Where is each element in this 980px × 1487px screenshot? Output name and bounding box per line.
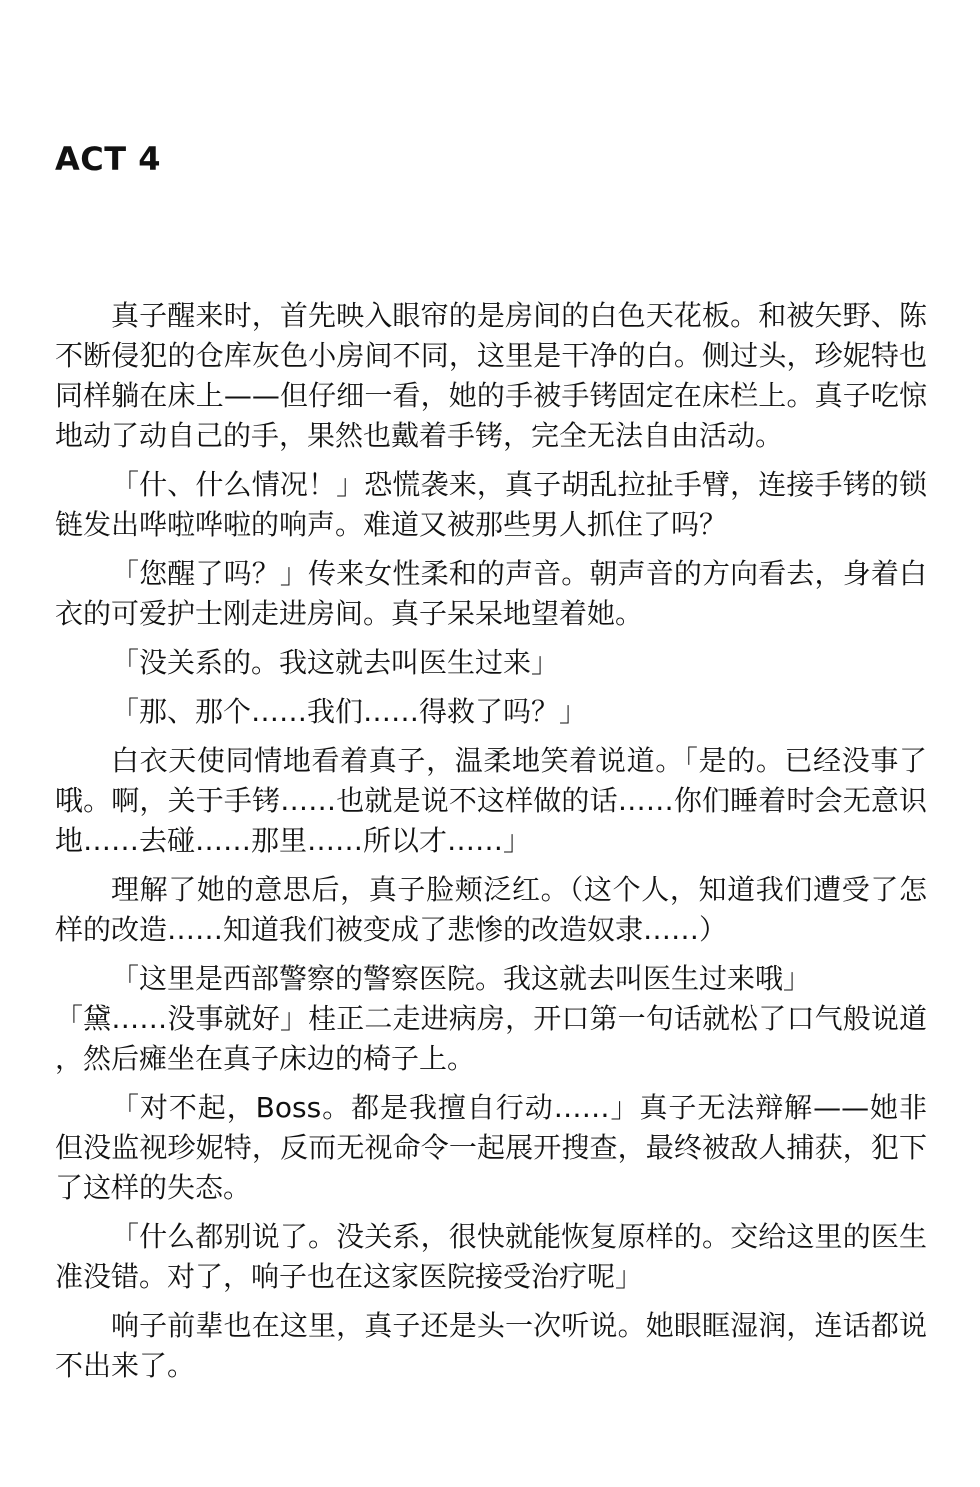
- paragraph: 理解了她的意思后，真子脸颊泛红。（这个人，知道我们遭受了怎样的改造……知道我们被变成了悲惨的改造奴隶……）: [55, 873, 927, 946]
- paragraph: 「这里是西部警察的警察医院。我这就去叫医生过来哦」: [111, 962, 812, 995]
- paragraph: 「没关系的。我这就去叫医生过来」: [111, 646, 560, 679]
- paragraph: 「黛……没事就好」桂正二走进病房，开口第一句话就松了口气般说道，然后瘫坐在真子床边的椅子上。: [55, 1002, 927, 1075]
- paragraph: 响子前辈也在这里，真子还是头一次听说。她眼眶湿润，连话都说不出来了。: [55, 1309, 927, 1382]
- chapter-title: ACT 4: [55, 140, 161, 178]
- paragraph: 「对不起，Boss。都是我擅自行动……」真子无法辩解——她非但没监视珍妮特，反而无视命令一起展开搜查，最终被敌人捕获，犯下了这样的失态。: [55, 1091, 927, 1204]
- paragraph: 「您醒了吗？」传来女性柔和的声音。朝声音的方向看去，身着白衣的可爱护士刚走进房间。真子呆呆地望着她。: [55, 557, 927, 630]
- paragraph: 「那、那个……我们……得救了吗？」: [111, 695, 588, 728]
- paragraph: 「什么都别说了。没关系，很快就能恢复原样的。交给这里的医生准没错。对了，响子也在这家医院接受治疗呢」: [55, 1220, 927, 1293]
- paragraph: 「什、什么情况！」恐慌袭来，真子胡乱拉扯手臂，连接手铐的锁链发出哗啦哗啦的响声。难道又被那些男人抓住了吗？: [55, 468, 927, 541]
- paragraph: 真子醒来时，首先映入眼帘的是房间的白色天花板。和被矢野、陈不断侵犯的仓库灰色小房间不同，这里是干净的白。侧过头，珍妮特也同样躺在床上——但仔细一看，她的手被手铐固定在床栏上。真子吃惊地动了动自己的手，果然也戴着手铐，完全无法自由活动。: [55, 299, 927, 452]
- chapter-body: [55, 296, 927, 1395]
- paragraph: 白衣天使同情地看着真子，温柔地笑着说道。「是的。已经没事了哦。啊，关于手铐……也就是说不这样做的话……你们睡着时会无意识地……去碰……那里……所以才……」: [55, 744, 927, 857]
